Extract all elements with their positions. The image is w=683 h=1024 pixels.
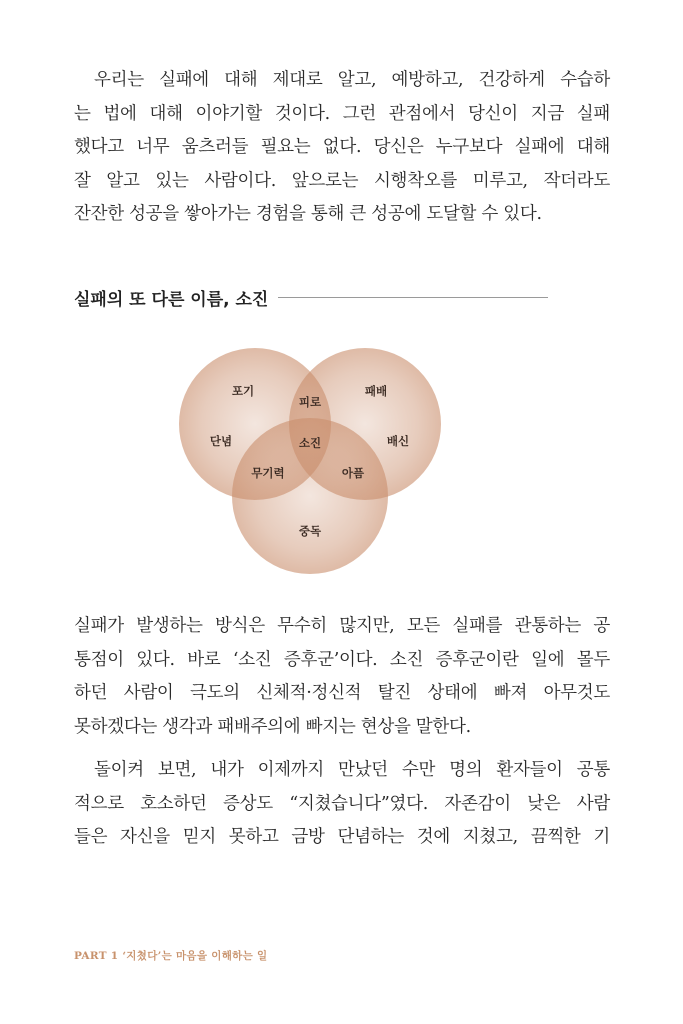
text-line: 들은 자신을 믿지 못하고 금방 단념하는 것에 지쳤고, 끔찍한 기 [74,827,610,847]
venn-label-right-overlap: 아픔 [341,466,365,480]
text-line: 잘 알고 있는 사람이다. 앞으로는 시행착오를 미루고, 작더라도 [74,170,610,191]
text-line: 했다고 너무 움츠러들 필요는 없다. 당신은 누구보다 실패에 대해 [74,137,610,157]
page-footer: PART 1 ‘지쳤다’는 마음을 이해하는 일 [74,950,268,962]
burnout-venn-diagram [175,345,445,580]
venn-label-bottom: 중독 [298,524,322,538]
text-line: 하던 사람이 극도의 신체적·정신적 탈진 상태에 빠져 아무것도 [74,683,610,703]
body-paragraph-1 [74,610,610,744]
venn-label-top-right: 패배 [364,384,388,398]
venn-label-top-left: 포기 [231,384,255,398]
text-line: 실패가 발생하는 방식은 무수히 많지만, 모든 실패를 관통하는 공 [74,616,610,636]
venn-label-right: 배신 [386,434,410,448]
text-line: 통점이 있다. 바로 ‘소진 증후군’이다. 소진 증후군이란 일에 몰두 [74,649,610,670]
text-line: 는 법에 대해 이야기할 것이다. 그런 관점에서 당신이 지금 실패 [74,103,610,124]
heading-rule [278,297,548,298]
venn-label-left: 단념 [209,434,233,448]
intro-paragraph [74,64,610,232]
text-line: 돌이켜 보면, 내가 이제까지 만났던 수만 명의 환자들이 공통 [94,760,610,780]
venn-label-center: 소진 [298,436,322,450]
venn-label-left-overlap: 무기력 [251,466,285,480]
body-paragraph-2 [74,754,610,855]
section-heading-row [74,282,548,312]
text-line: 잔잔한 성공을 쌓아가는 경험을 통해 큰 성공에 도달할 수 있다. [74,204,542,224]
venn-label-top-overlap: 피로 [298,395,322,409]
text-line: 적으로 호소하던 증상도 “지쳤습니다”였다. 자존감이 낮은 사람 [74,793,610,814]
text-line: 못하겠다는 생각과 패배주의에 빠지는 현상을 말한다. [74,716,471,737]
section-heading: 실패의 또 다른 이름, 소진 [74,289,269,310]
text-line: 우리는 실패에 대해 제대로 알고, 예방하고, 건강하게 수습하 [94,70,610,90]
